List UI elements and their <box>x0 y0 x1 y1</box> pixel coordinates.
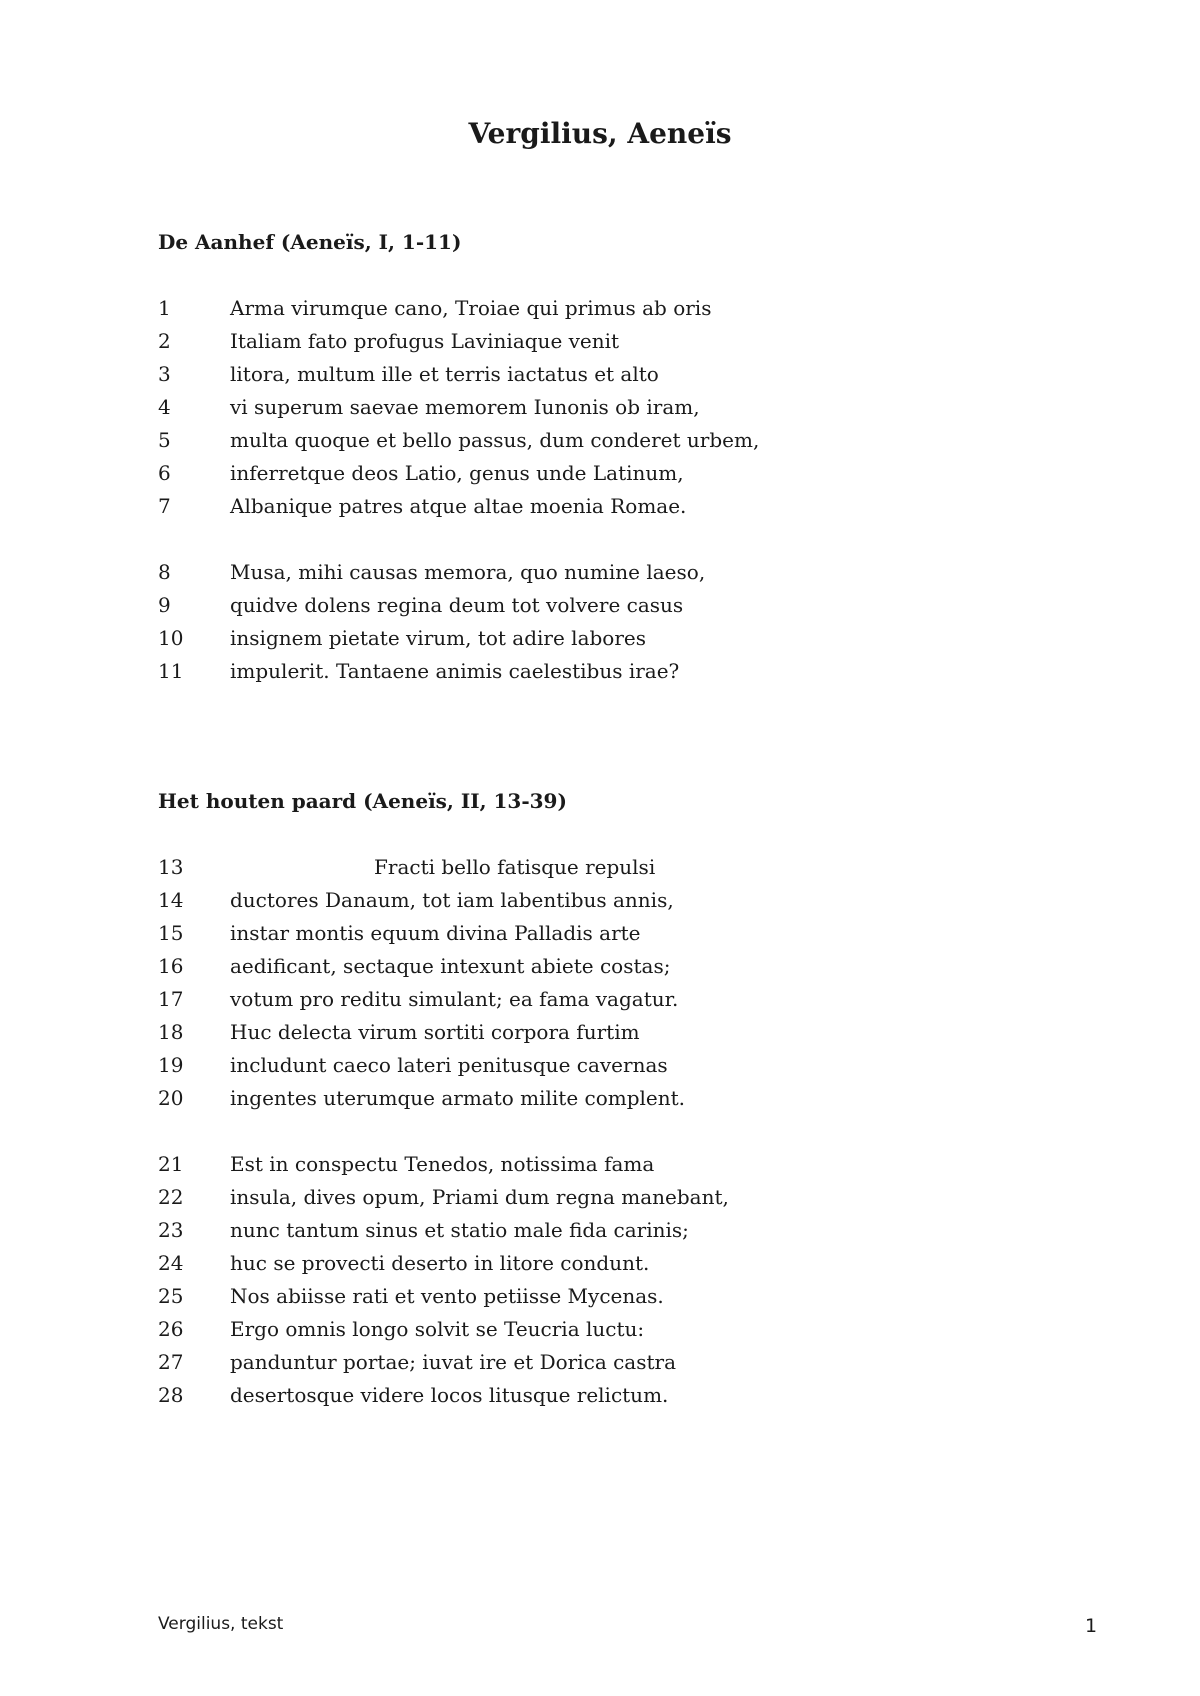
verse-line <box>158 293 1058 323</box>
verse-text: instar montis equum divina Palladis arte <box>230 921 641 945</box>
verse-line <box>158 359 1058 389</box>
verse-line <box>158 1182 1058 1212</box>
verse-line <box>158 458 1058 488</box>
verse-line <box>158 656 1058 686</box>
verse-text: Italiam fato profugus Laviniaque venit <box>230 329 620 353</box>
verse-line <box>158 1149 1058 1179</box>
verse-line <box>158 852 1058 882</box>
line-number: 10 <box>158 626 184 650</box>
verse-text: Musa, mihi causas memora, quo numine laeso, <box>230 560 706 584</box>
line-number: 25 <box>158 1284 184 1308</box>
verse-text: panduntur portae; iuvat ire et Dorica castra <box>230 1350 677 1374</box>
verse-text: litora, multum ille et terris iactatus et alto <box>230 362 659 386</box>
verse-text: inferretque deos Latio, genus unde Latinum, <box>230 461 684 485</box>
verse-text: Fracti bello fatisque repulsi <box>374 855 656 879</box>
line-number: 1 <box>158 296 171 320</box>
section-heading-aanhef: De Aanhef (Aeneïs, I, 1-11) <box>158 230 462 254</box>
verse-line <box>158 425 1058 455</box>
line-number: 28 <box>158 1383 184 1407</box>
verse-line <box>158 1314 1058 1344</box>
verse-text: Huc delecta virum sortiti corpora furtim <box>230 1020 640 1044</box>
line-number: 22 <box>158 1185 184 1209</box>
verse-text: impulerit. Tantaene animis caelestibus irae? <box>230 659 680 683</box>
verse-text: ingentes uterumque armato milite complent. <box>230 1086 686 1110</box>
line-number: 5 <box>158 428 171 452</box>
verse-line <box>158 1347 1058 1377</box>
page-title: Vergilius, Aeneïs <box>468 117 732 150</box>
line-number: 3 <box>158 362 171 386</box>
verse-text: desertosque videre locos litusque relictum. <box>230 1383 669 1407</box>
line-number: 9 <box>158 593 171 617</box>
verse-line <box>158 590 1058 620</box>
line-number: 20 <box>158 1086 184 1110</box>
line-number: 8 <box>158 560 171 584</box>
verse-line <box>158 1050 1058 1080</box>
verse-text: Nos abiisse rati et vento petiisse Mycenas. <box>230 1284 664 1308</box>
verse-text: quidve dolens regina deum tot volvere casus <box>230 593 684 617</box>
verse-text: ductores Danaum, tot iam labentibus annis, <box>230 888 674 912</box>
verse-text: nunc tantum sinus et statio male fida carinis; <box>230 1218 689 1242</box>
line-number: 6 <box>158 461 171 485</box>
line-number: 7 <box>158 494 171 518</box>
verse-line <box>158 951 1058 981</box>
line-number: 19 <box>158 1053 184 1077</box>
line-number: 11 <box>158 659 184 683</box>
verse-line <box>158 885 1058 915</box>
verse-text: insula, dives opum, Priami dum regna manebant, <box>230 1185 729 1209</box>
line-number: 4 <box>158 395 171 419</box>
line-number: 2 <box>158 329 171 353</box>
verse-text: Ergo omnis longo solvit se Teucria luctu: <box>230 1317 645 1341</box>
verse-line <box>158 1248 1058 1278</box>
verse-text: votum pro reditu simulant; ea fama vagatur. <box>230 987 679 1011</box>
line-number: 15 <box>158 921 184 945</box>
verse-line <box>158 1017 1058 1047</box>
verse-text: Arma virumque cano, Troiae qui primus ab oris <box>230 296 712 320</box>
line-number: 23 <box>158 1218 184 1242</box>
line-number: 17 <box>158 987 184 1011</box>
verse-text: vi superum saevae memorem Iunonis ob iram, <box>230 395 700 419</box>
verse-line <box>158 491 1058 521</box>
verse-line <box>158 1380 1058 1410</box>
line-number: 24 <box>158 1251 184 1275</box>
verse-text: huc se provecti deserto in litore condunt. <box>230 1251 650 1275</box>
line-number: 27 <box>158 1350 184 1374</box>
verse-line <box>158 623 1058 653</box>
verse-line <box>158 1215 1058 1245</box>
line-number: 16 <box>158 954 184 978</box>
verse-text: multa quoque et bello passus, dum conderet urbem, <box>230 428 760 452</box>
line-number: 13 <box>158 855 184 879</box>
verse-text: includunt caeco lateri penitusque cavernas <box>230 1053 668 1077</box>
verse-line <box>158 984 1058 1014</box>
verse-line <box>158 1281 1058 1311</box>
footer-label: Vergilius, tekst <box>158 1614 284 1634</box>
verse-line <box>158 326 1058 356</box>
page-number: 1 <box>1085 1615 1098 1637</box>
verse-line <box>158 392 1058 422</box>
verse-text: Albanique patres atque altae moenia Romae. <box>230 494 687 518</box>
section-heading-houten-paard: Het houten paard (Aeneïs, II, 13-39) <box>158 789 567 813</box>
verse-line <box>158 918 1058 948</box>
verse-line <box>158 1083 1058 1113</box>
verse-line <box>158 557 1058 587</box>
line-number: 26 <box>158 1317 184 1341</box>
line-number: 21 <box>158 1152 184 1176</box>
verse-text: Est in conspectu Tenedos, notissima fama <box>230 1152 655 1176</box>
line-number: 14 <box>158 888 184 912</box>
line-number: 18 <box>158 1020 184 1044</box>
verse-text: aedificant, sectaque intexunt abiete costas; <box>230 954 671 978</box>
verse-text: insignem pietate virum, tot adire labores <box>230 626 646 650</box>
